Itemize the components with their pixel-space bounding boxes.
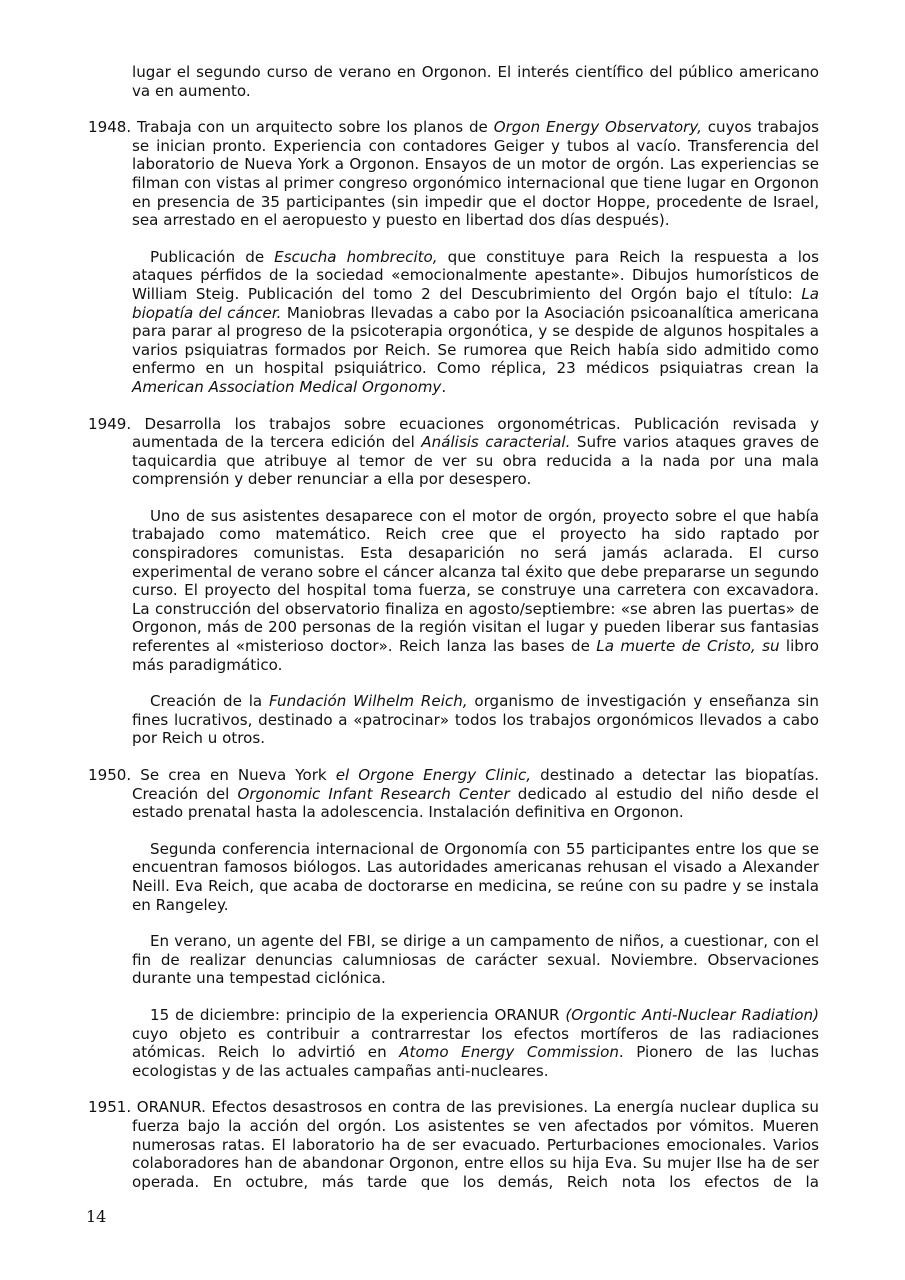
- italic-text: Escucha hombrecito,: [274, 247, 438, 266]
- chronology-entry: [88, 1098, 819, 1191]
- chronology-entry: [88, 766, 819, 822]
- italic-text: Atomo Energy Commission: [399, 1043, 619, 1062]
- text-run: Sufre varios ataques graves de taquicardia que atribuye al temor de ver su obra reducida a la nada por una mala comprensión y deber renunciar a ella por desespero.: [132, 433, 819, 489]
- paragraph: [88, 1006, 819, 1080]
- paragraph: [88, 692, 819, 748]
- paragraph: [88, 840, 819, 914]
- text-run: . Pionero de las luchas ecologistas y de las actuales campañas anti-nucleares.: [132, 1043, 819, 1080]
- chronology-entry: [88, 118, 819, 230]
- text-run: 15 de diciembre: principio de la experiencia ORANUR: [150, 1005, 566, 1024]
- italic-text: Orgonomic Infant Research Center: [237, 784, 510, 803]
- text-run: organismo de investigación y enseñanza sin fines lucrativos, destinado a «patrocinar» todos los trabajos orgonómicos llevados a cabo por Reich u otros.: [132, 692, 819, 748]
- text-run: destinado a detectar las biopatías. Creación del: [132, 766, 819, 803]
- text-run: 1948. Trabaja con un arquitecto sobre los planos de: [88, 118, 494, 137]
- text-run: 1950. Se crea en Nueva York: [88, 766, 336, 784]
- italic-text: Análisis caracterial.: [421, 433, 571, 452]
- chronology-entry: [88, 415, 819, 489]
- text-run: que constituye para Reich la respuesta a los ataques pérfidos de la sociedad «emocionalmente apestante». Dibujos humorísticos de William Steig. Publicación del tomo 2 del Descubrimiento del Orgón bajo el título:: [132, 247, 819, 303]
- italic-text: La muerte de Cristo, su: [596, 637, 780, 656]
- text-run: dedicado al estudio del niño desde el estado prenatal hasta la adolescencia. Instalación definitiva en Orgonon.: [132, 784, 819, 822]
- text-run: Publicación de: [150, 247, 275, 266]
- italic-text: American Association Medical Orgonomy: [132, 377, 442, 396]
- italic-text: Orgon Energy Observatory,: [493, 118, 702, 137]
- text-run: 1951. ORANUR. Efectos desastrosos en contra de las previsiones. La energía nuclear duplica su fuerza bajo la acción del orgón. Los asistentes se ven afectados por vómitos. Mueren numerosas ratas. El laboratorio ha de ser evacuado. Perturbaciones emocionales. Varios colaboradores han de abandonar Orgonon, entre ellos su hija Eva. Su mujer Ilse ha de ser operada. En octubre, más tarde que los demás, Reich nota los efectos de la: [88, 1098, 819, 1191]
- page-number: 14: [86, 1207, 107, 1226]
- italic-text: Fundación Wilhelm Reich,: [268, 692, 468, 711]
- text-run: cuyos trabajos se inician pronto. Experiencia con contadores Geiger y tubos al vacío. Transferencia del laboratorio de Nueva York a Orgonon. Ensayos de un motor de orgón. Las experiencias se filman con vistas al primer congreso orgonómico internacional que tiene lugar en Orgonon en presencia de 35 participantes (sin impedir que el doctor Hoppe, procedente de Israel, sea arrestado en el aeropuesto y puesto en libertad dos días después).: [132, 118, 819, 230]
- text-run: lugar el segundo curso de verano en Orgonon. El interés científico del público americano va en aumento.: [132, 63, 819, 100]
- paragraph: [88, 248, 819, 397]
- text-run: cuyo objeto es contribuir a contrarrestar los efectos mortíferos de las radiaciones atómicas. Reich lo advirtió en: [132, 1024, 819, 1062]
- italic-text: el Orgone Energy Clinic,: [335, 766, 532, 784]
- page-body: [88, 63, 819, 1209]
- italic-text: La biopatía del cáncer.: [132, 284, 819, 322]
- paragraph: [88, 507, 819, 674]
- text-run: Maniobras llevadas a cabo por la Asociación psicoanalítica americana para parar al progreso de la psicoterapia orgonótica, y se despide de algunos hospitales a varios psiquiatras formados por Reich. Se rumorea que Reich había sido admitido como enfermo en un hospital psiquiátrico. Como réplica, 23 médicos psiquiatras crean la: [132, 303, 819, 378]
- text-run: libro más paradigmático.: [132, 637, 819, 674]
- paragraph: [88, 932, 819, 988]
- text-run: Segunda conferencia internacional de Orgonomía con 55 participantes entre los que se encuentran famosos biólogos. Las autoridades americanas rehusan el visado a Alexander Neill. Eva Reich, que acaba de doctorarse en medicina, se reúne con su padre y se instala en Rangeley.: [132, 839, 819, 914]
- text-run: Creación de la: [150, 692, 269, 711]
- text-run: En verano, un agente del FBI, se dirige a un campamento de niños, a cuestionar, con el fin de realizar denuncias calumniosas de carácter sexual. Noviembre. Observaciones durante una tempestad ciclónica.: [132, 932, 819, 988]
- text-run: 1949. Desarrolla los trabajos sobre ecuaciones orgonométricas. Publicación revisada y aumentada de la tercera edición del: [88, 414, 819, 452]
- italic-text: (Orgontic Anti-Nuclear Radiation): [565, 1005, 819, 1024]
- paragraph: [88, 63, 819, 100]
- text-run: Uno de sus asistentes desaparece con el motor de orgón, proyecto sobre el que había trabajado como matemático. Reich cree que el proyecto ha sido raptado por conspiradores comunistas. Esta desaparición no será jamás aclarada. El curso experimental de verano sobre el cáncer alcanza tal éxito que debe prepararse un segundo curso. El proyecto del hospital toma fuerza, se construye una carretera con excavadora. La construcción del observatorio finaliza en agosto/septiembre: «se abren las puertas» de Orgonon, más de 200 personas de la región visitan el lugar y pueden liberar sus fantasias referentes al «misterioso doctor». Reich lanza las bases de: [132, 506, 819, 656]
- text-run: .: [441, 377, 447, 396]
